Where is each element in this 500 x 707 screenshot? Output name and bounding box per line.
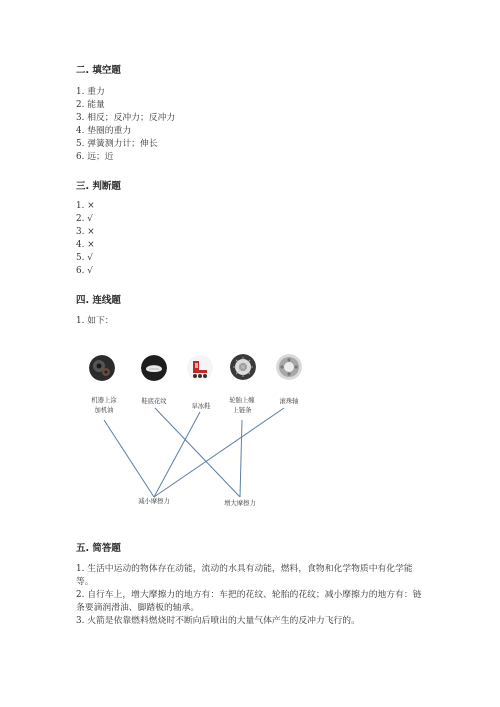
answer-item: 1. 重力 (76, 87, 105, 97)
picture-label-tire: 轮胎上缠 上链条 (229, 397, 255, 414)
picture-label-machine: 机器上涂 加机油 (91, 397, 117, 414)
match-line (154, 408, 284, 497)
short-answer-paragraph: 1. 生活中运动的物体存在动能，流动的水具有动能，燃料，食物和化学物质中有化学能等。 (76, 564, 413, 587)
short-answer-paragraph: 3. 火箭是依靠燃料燃烧时不断向后喷出的大量气体产生的反冲力飞行的。 (76, 616, 360, 626)
short-answer-paragraph: 2. 自行车上，增大摩擦力的地方有：车把的花纹、轮胎的花纹；减小摩擦力的地方有：链条要滴润滑油、脚踏板的轴承。 (76, 590, 422, 613)
answer-item: 2. 能量 (76, 100, 105, 110)
answer-item: 3. 相反；反冲力；反冲力 (76, 113, 176, 123)
answer-item: 5. √ (76, 253, 93, 263)
matching-intro: 1. 如下： (76, 316, 114, 326)
section-title-short-answer: 五. 简答题 (76, 543, 121, 554)
section-title-matching: 四. 连线题 (76, 295, 121, 306)
answer-item: 3. × (76, 227, 95, 237)
answer-item: 4. × (76, 240, 95, 250)
answer-item: 1. × (76, 201, 95, 211)
target-label-increase-friction: 增大摩擦力 (224, 500, 256, 507)
match-line (104, 420, 154, 497)
answer-item: 4. 垫圈的重力 (76, 126, 132, 136)
match-line (154, 412, 200, 497)
answer-item: 6. 远；近 (76, 152, 114, 162)
match-line (155, 408, 240, 497)
target-label-reduce-friction: 减小摩擦力 (138, 498, 170, 505)
section-title-true-false: 三. 判断题 (76, 181, 121, 192)
match-line (240, 420, 242, 497)
picture-label-skate: 旱冰鞋 (191, 403, 211, 410)
short-answer-block (76, 563, 426, 628)
picture-label-bearing: 滚珠轴 (279, 398, 299, 405)
answer-item: 2. √ (76, 214, 93, 224)
picture-label-shoe: 鞋底花纹 (141, 398, 167, 405)
answer-item: 5. 弹簧测力计；伸长 (76, 139, 158, 149)
section-title-fill-blank: 二. 填空题 (76, 65, 121, 76)
answer-item: 6. √ (76, 266, 93, 276)
